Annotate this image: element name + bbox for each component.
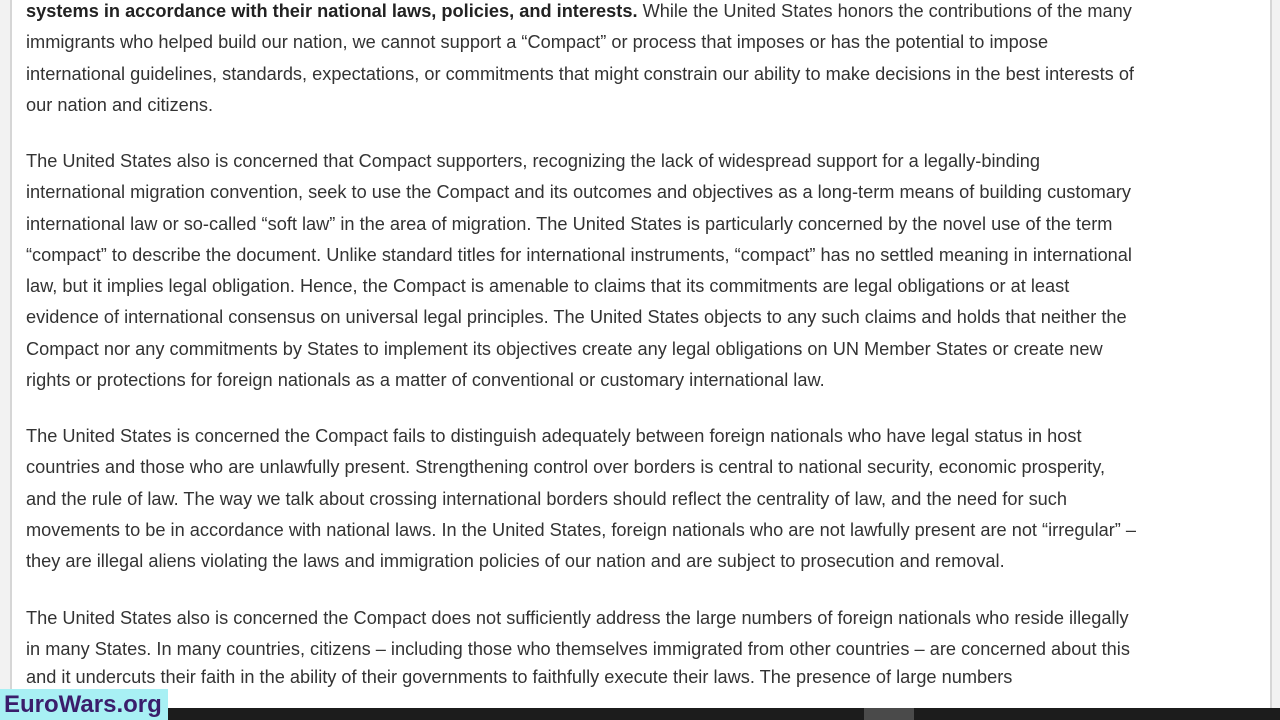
scrollbar-thumb[interactable] <box>864 708 914 720</box>
text-line: law, but it implies legal obligation. Hence, the Compact is amenable to claims that its commitments are legal obligations or at least <box>26 276 1070 297</box>
paragraph-3 <box>26 421 1136 577</box>
line-text: While the United States honors the contributions of the many <box>637 1 1132 21</box>
paragraph-4 <box>26 603 1130 688</box>
text-line: they are illegal aliens violating the laws and immigration policies of our nation and are subject to prosecution and removal. <box>26 551 1005 572</box>
text-line: and the rule of law. The way we talk about crossing international borders should reflect the centrality of law, and the need for such <box>26 488 1068 509</box>
bold-text: systems in accordance with their national laws, policies, and interests. <box>26 1 638 21</box>
text-line <box>26 0 1134 27</box>
text-line: countries and those who are unlawfully present. Strengthening control over borders is central to national security, economic prosperity, <box>26 457 1106 478</box>
text-line: “compact” to describe the document. Unlike standard titles for international instruments, “compact” has no settled meaning in international <box>26 244 1132 265</box>
text-line: evidence of international consensus on universal legal principles. The United States objects to any such claims and holds that neither the <box>26 307 1127 328</box>
text-line: The United States is concerned the Compact fails to distinguish adequately between foreign nationals who have legal status in host <box>26 426 1082 446</box>
text-line: international guidelines, standards, expectations, or commitments that might constrain our ability to make decisions in the best interests of <box>26 63 1134 84</box>
document-page <box>10 0 1272 708</box>
text-line: immigrants who helped build our nation, we cannot support a “Compact” or process that imposes or has the potential to impose <box>26 32 1049 53</box>
text-line: our nation and citizens. <box>26 94 214 115</box>
text-line: and it undercuts their faith in the ability of their governments to faithfully execute their laws. The presence of large numbers <box>26 666 1013 687</box>
text-line: The United States also is concerned the Compact does not sufficiently address the large numbers of foreign nationals who reside illegally <box>26 608 1129 628</box>
text-line: international migration convention, seek to use the Compact and its outcomes and objectives as a long-term means of building customary <box>26 182 1131 203</box>
text-line: international law or so-called “soft law” in the area of migration. The United States is particularly concerned by the novel use of the term <box>26 213 1113 234</box>
text-line: movements to be in accordance with national laws. In the United States, foreign nationals who are not lawfully present are not “irregular” – <box>26 519 1137 540</box>
text-line: rights or protections for foreign nationals as a matter of conventional or customary international law. <box>26 370 825 391</box>
paragraph-1 <box>26 0 1134 121</box>
horizontal-scrollbar-track[interactable] <box>0 708 1280 720</box>
watermark-logo: EuroWars.org <box>0 689 168 720</box>
paragraph-2 <box>26 146 1132 396</box>
text-line: in many States. In many countries, citizens – including those who themselves immigrated from other countries – are concerned about this <box>26 639 1130 660</box>
text-line: Compact nor any commitments by States to implement its objectives create any legal obligations on UN Member States or create new <box>26 338 1103 359</box>
text-line: The United States also is concerned that Compact supporters, recognizing the lack of widespread support for a legally-binding <box>26 151 1041 171</box>
